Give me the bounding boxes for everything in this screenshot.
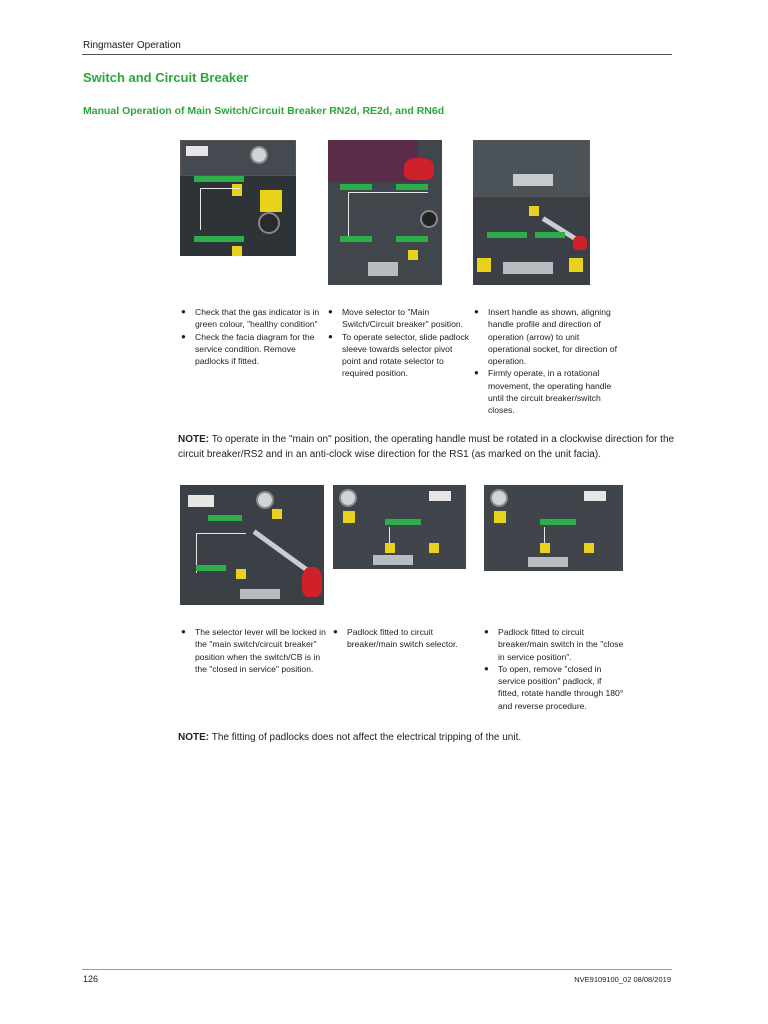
photo-gas-indicator-facia <box>180 140 296 256</box>
subsection-title: Manual Operation of Main Switch/Circuit Breaker RN2d, RE2d, and RN6d <box>83 105 445 117</box>
footer-divider <box>82 969 672 970</box>
note-main-on-rotation <box>178 433 678 462</box>
note-label: NOTE: <box>178 434 210 445</box>
photo-padlock-selector <box>333 485 466 569</box>
photo-move-selector <box>328 140 442 285</box>
note-label: NOTE: <box>178 732 210 743</box>
row2-instructions-col2 <box>333 626 478 651</box>
section-title: Switch and Circuit Breaker <box>83 70 249 85</box>
row2-instructions-col3 <box>484 626 624 712</box>
list-item: ● Check the facia diagram for the service condition. Remove padlocks if fitted. <box>181 331 329 368</box>
photo-insert-handle <box>473 140 590 285</box>
list-item: ● To operate selector, slide padlock sleeve towards selector pivot point and rotate selector to required position. <box>328 331 470 380</box>
row1-instructions-col2 <box>328 306 470 380</box>
list-item: ● To open, remove "closed in service position" padlock, if fitted, rotate handle through 180° and reverse procedure. <box>484 663 624 712</box>
photo-padlock-closed-service <box>484 485 623 571</box>
document-reference: NVE9109100_02 08/08/2019 <box>574 975 671 984</box>
list-item: ● Padlock fitted to circuit breaker/main switch in the "close in service position". <box>484 626 624 663</box>
list-item: ● Insert handle as shown, aligning handle profile and direction of operation (arrow) to unit operational socket, for direction of operation. <box>474 306 622 367</box>
row1-instructions-col3 <box>474 306 622 417</box>
note-text: The fitting of padlocks does not affect the electrical tripping of the unit. <box>209 732 522 743</box>
note-text: To operate in the "main on" position, the operating handle must be rotated in a clockwise direction for the circuit breaker/RS2 and in an anti-clock wise direction for the RS1 (as marked on the unit facia). <box>178 434 675 460</box>
list-item: ● Move selector to "Main Switch/Circuit breaker" position. <box>328 306 470 331</box>
header-divider <box>82 54 672 55</box>
note-padlocks-tripping <box>178 731 678 746</box>
list-item: ● Padlock fitted to circuit breaker/main switch selector. <box>333 626 478 651</box>
list-item: ● Firmly operate, in a rotational movement, the operating handle until the circuit breaker/switch closes. <box>474 367 622 416</box>
row2-instructions-col1 <box>181 626 329 675</box>
list-item: ● The selector lever will be locked in the "main switch/circuit breaker" position when the switch/CB is in the "closed in service" position. <box>181 626 329 675</box>
row1-instructions-col1 <box>181 306 329 367</box>
running-header: Ringmaster Operation <box>83 40 181 51</box>
page-number: 126 <box>83 974 99 984</box>
photo-selector-locked <box>180 485 324 605</box>
list-item: ● Check that the gas indicator is in green colour, "healthy condition" <box>181 306 329 331</box>
